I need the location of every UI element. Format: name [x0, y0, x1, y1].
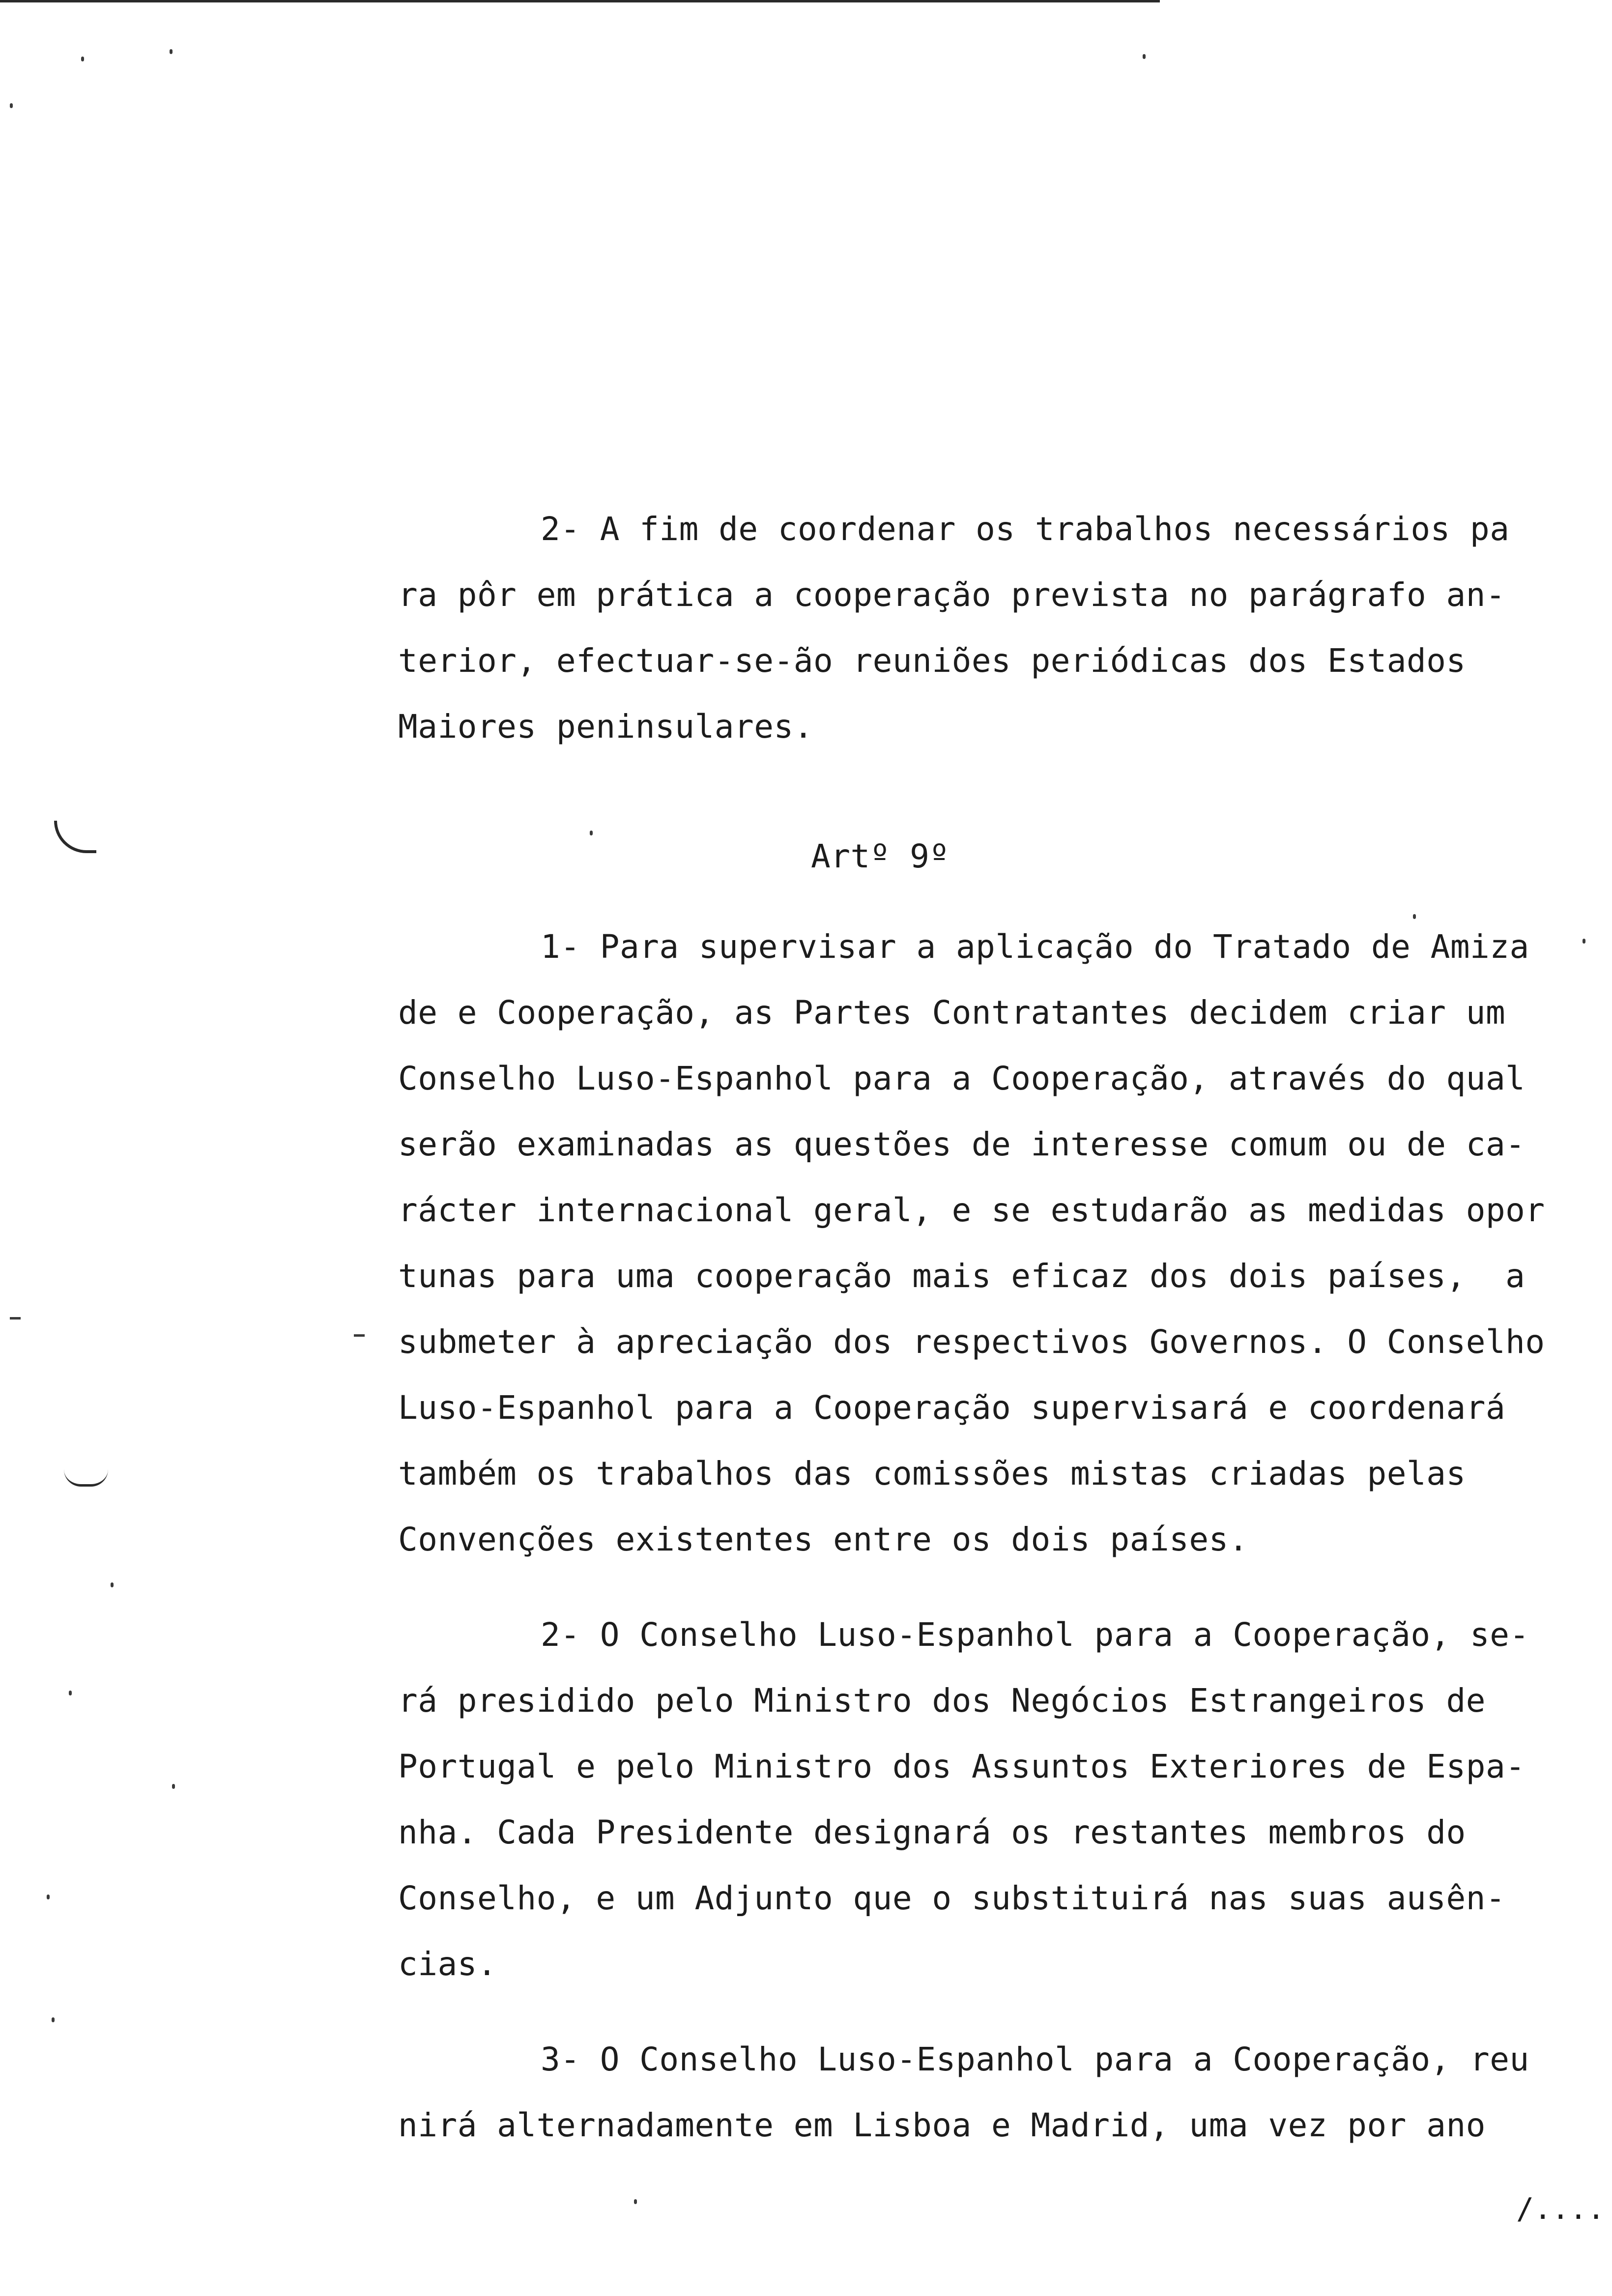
text-line: 2- O Conselho Luso-Espanhol para a Cooperação, se-: [541, 1616, 1529, 1654]
article-heading: Artº 9º: [811, 837, 950, 875]
text-line: Convenções existentes entre os dois países.: [398, 1521, 1249, 1558]
margin-speck: [10, 103, 13, 108]
text-line: Portugal e pelo Ministro dos Assuntos Exteriores de Espa-: [398, 1748, 1526, 1785]
text-line: Luso-Espanhol para a Cooperação supervisará e coordenará: [398, 1389, 1506, 1427]
text-line: também os trabalhos das comissões mistas criadas pelas: [398, 1455, 1466, 1492]
top-rule: [0, 0, 1160, 2]
margin-speck: [1143, 54, 1146, 59]
margin-curve-mark: [64, 1469, 108, 1487]
margin-speck: [634, 2199, 637, 2204]
text-line: Conselho Luso-Espanhol para a Cooperação, através do qual: [398, 1060, 1526, 1097]
margin-speck: [1413, 914, 1416, 919]
text-line: serão examinadas as questões de interesse comum ou de ca-: [398, 1125, 1526, 1163]
margin-dash: [354, 1334, 365, 1337]
margin-speck: [81, 57, 84, 61]
margin-speck: [590, 831, 593, 835]
text-line: terior, efectuar-se-ão reuniões periódicas dos Estados: [398, 642, 1466, 680]
text-line: rácter internacional geral, e se estudarão as medidas opor: [398, 1191, 1545, 1229]
margin-speck: [170, 49, 173, 54]
margin-dash: [10, 1317, 21, 1320]
text-line: de e Cooperação, as Partes Contratantes decidem criar um: [398, 994, 1506, 1032]
page-continuation-mark: /....: [1516, 2192, 1605, 2226]
text-line: submeter à apreciação dos respectivos Governos. O Conselho: [398, 1323, 1545, 1361]
margin-speck: [172, 1784, 175, 1789]
paragraph-gap: [398, 1573, 1587, 1602]
text-line: Maiores peninsulares.: [398, 708, 813, 746]
margin-bracket-mark: [54, 821, 96, 853]
text-line: nirá alternadamente em Lisboa e Madrid, uma vez por ano: [398, 2106, 1486, 2144]
margin-speck: [69, 1691, 72, 1695]
margin-speck: [47, 1894, 50, 1899]
text-line: 1- Para supervisar a aplicação do Tratado de Amiza: [541, 928, 1529, 966]
margin-speck: [1583, 939, 1585, 944]
margin-speck: [52, 2017, 55, 2022]
text-line: ra pôr em prática a cooperação prevista no parágrafo an-: [398, 576, 1506, 614]
paragraph-gap: [398, 1997, 1587, 2027]
margin-speck: [111, 1582, 114, 1587]
text-line: cias.: [398, 1945, 497, 1983]
text-line: rá presidido pelo Ministro dos Negócios Estrangeiros de: [398, 1682, 1486, 1720]
document-body: [398, 496, 1587, 2158]
text-line: 3- O Conselho Luso-Espanhol para a Cooperação, reu: [541, 2040, 1529, 2078]
text-line: Conselho, e um Adjunto que o substituirá nas suas ausên-: [398, 1879, 1506, 1917]
text-line: 2- A fim de coordenar os trabalhos necessários pa: [541, 510, 1510, 548]
text-line: tunas para uma cooperação mais eficaz dos dois países, a: [398, 1257, 1526, 1295]
text-line: nha. Cada Presidente designará os restantes membros do: [398, 1813, 1466, 1851]
